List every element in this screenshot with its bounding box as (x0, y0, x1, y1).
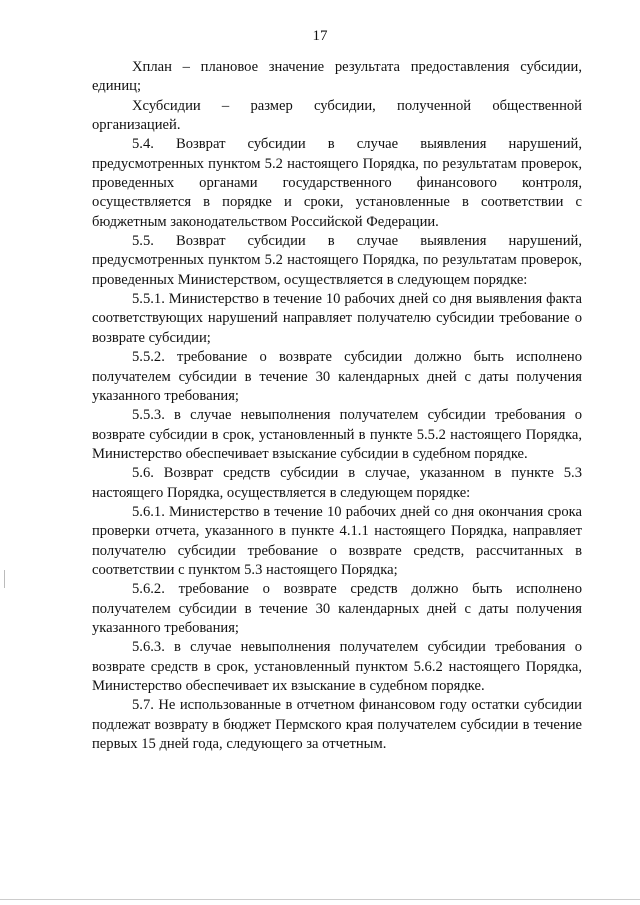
paragraph-5-6-1: 5.6.1. Министерство в течение 10 рабочих дней со дня окончания срока проверки отчета, указанного в пункте 4.1.1 настоящего Порядка, направляет получателю субсидии требование о возврате средств, рассчитанных в соответствии с пунктом 5.3 настоящего Порядка; (92, 503, 582, 578)
paragraph-x-subsidii: Хсубсидии – размер субсидии, полученной общественной организацией. (92, 97, 582, 134)
scan-margin-mark (4, 570, 5, 588)
paragraph-5-5-3: 5.5.3. в случае невыполнения получателем субсидии требования о возврате субсидии в срок, установленный в пункте 5.5.2 настоящего Порядка, Министерство обеспечивает взыскание субсидии в судебном порядке. (92, 407, 582, 462)
paragraph-5-6: 5.6. Возврат средств субсидии в случае, указанном в пункте 5.3 настоящего Порядка, осуществляется в следующем порядке: (92, 465, 582, 501)
paragraph-5-7: 5.7. Не использованные в отчетном финансовом году остатки субсидии подлежат возврату в бюджет Пермского края получателем субсидии в течение первых 15 дней года, следующего за отчетным. (92, 697, 582, 753)
page-number: 17 (312, 28, 328, 44)
paragraph-5-6-2: 5.6.2. требование о возврате средств должно быть исполнено получателем субсидии в течение 30 календарных дней с даты получения указанного требования; (92, 581, 582, 636)
paragraph-5-4: 5.4. Возврат субсидии в случае выявления нарушений, предусмотренных пунктом 5.2 настоящего Порядка, по результатам проверок, проведенных органами государственного финансового контроля, осуществляется в порядке и сроки, установленные в соответствии с бюджетным законодательством Российской Федерации. (92, 136, 582, 230)
paragraph-x-plan: Хплан – плановое значение результата предоставления субсидии, единиц; (92, 59, 582, 95)
paragraph-5-5: 5.5. Возврат субсидии в случае выявления нарушений, предусмотренных пунктом 5.2 настоящего Порядка, по результатам проверок, проведенных Министерством, осуществляется в следующем порядке: (92, 233, 582, 288)
paragraph-5-6-3: 5.6.3. в случае невыполнения получателем субсидии требования о возврате средств в срок, установленный пунктом 5.6.2 настоящего Порядка, Министерство обеспечивает их взыскание в судебном порядке. (92, 639, 582, 694)
paragraph-5-5-1: 5.5.1. Министерство в течение 10 рабочих дней со дня выявления факта соответствующих нарушений направляет получателю субсидии требование о возврате субсидии; (92, 291, 582, 346)
document-body (92, 58, 582, 754)
scan-bottom-edge (0, 899, 640, 900)
paragraph-5-5-2: 5.5.2. требование о возврате субсидии должно быть исполнено получателем субсидии в течение 30 календарных дней с даты получения указанного требования; (92, 349, 582, 404)
